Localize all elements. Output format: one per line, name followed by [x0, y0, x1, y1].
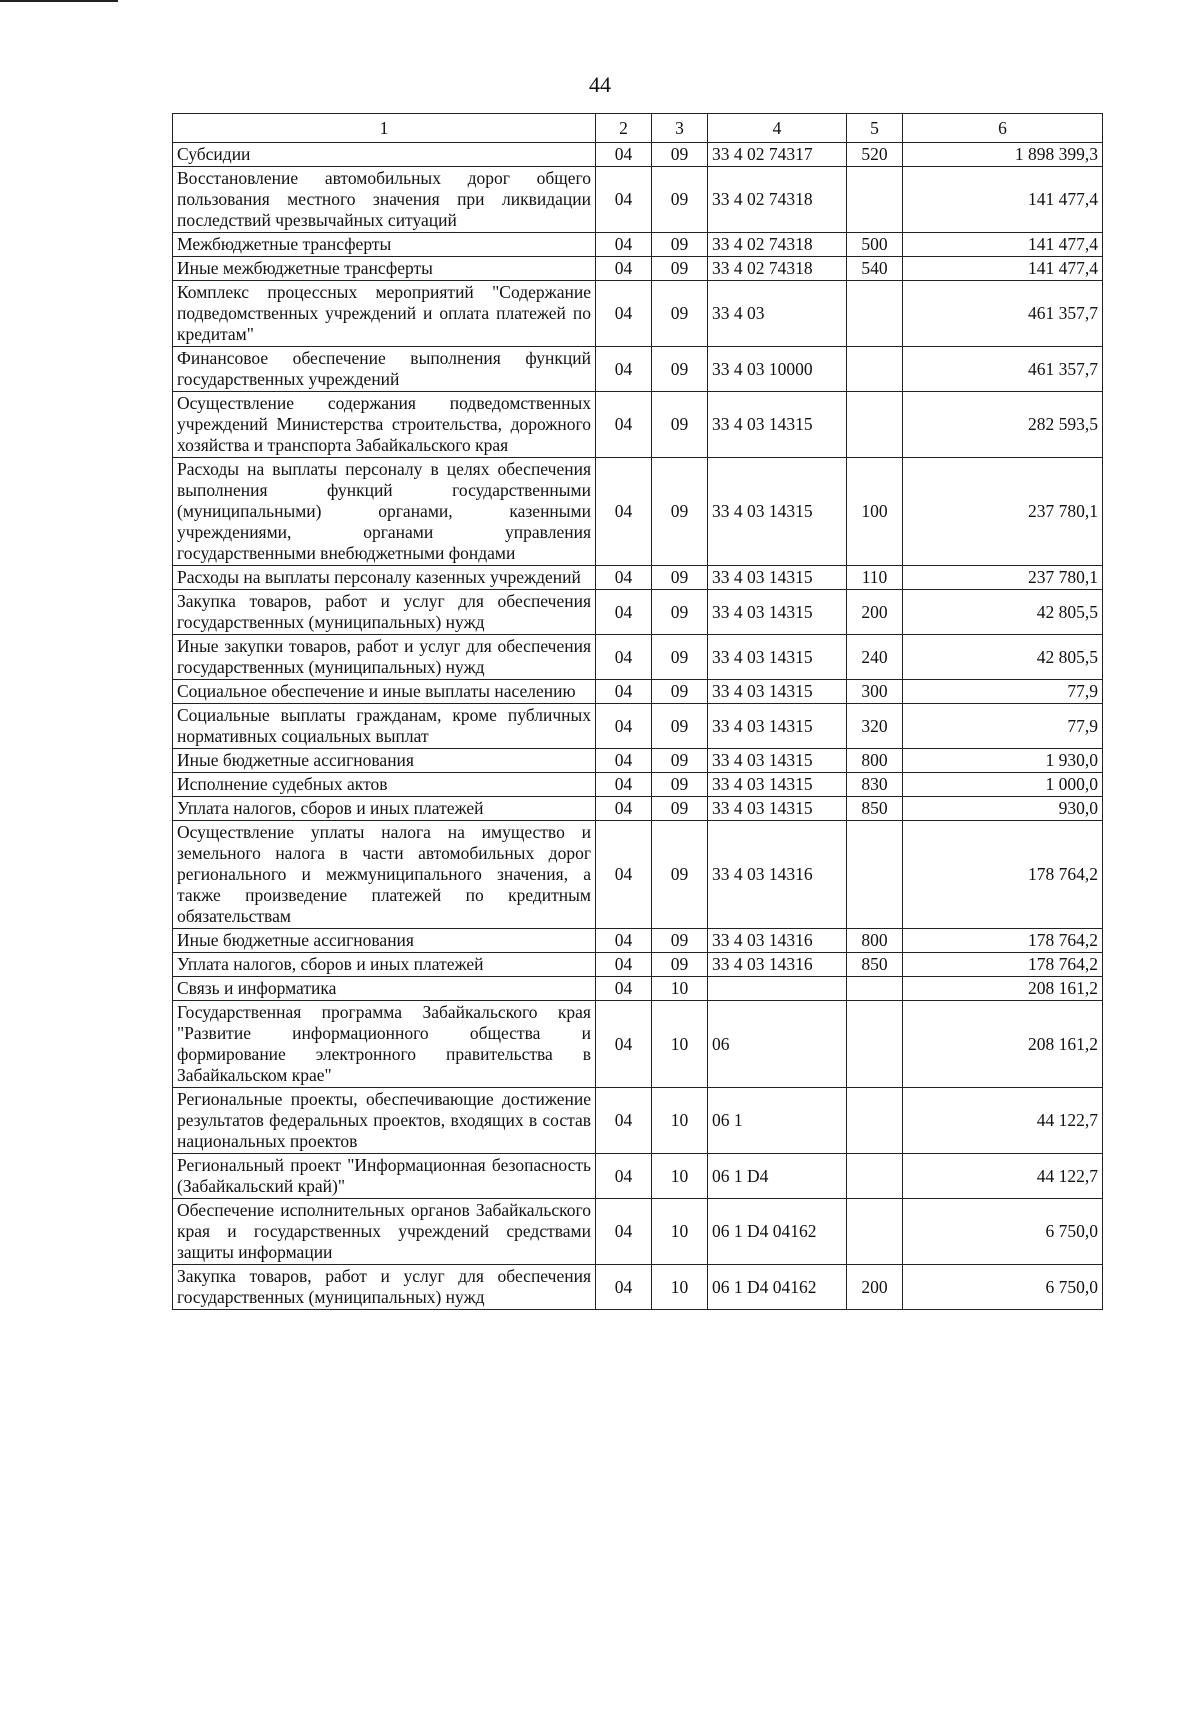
row-amount: 208 161,2: [903, 977, 1103, 1001]
row-expense-type: [847, 1088, 903, 1154]
header-col-4: 4: [708, 114, 847, 143]
row-target-code: 33 4 03: [708, 281, 847, 347]
table-row: [173, 458, 1103, 566]
row-name: Иные бюджетные ассигнования: [173, 749, 596, 773]
row-section: 04: [596, 821, 652, 929]
row-target-code: 33 4 02 74318: [708, 167, 847, 233]
row-section: 04: [596, 281, 652, 347]
row-target-code: 33 4 02 74318: [708, 257, 847, 281]
row-subsection: 09: [652, 590, 708, 635]
row-section: 04: [596, 977, 652, 1001]
row-section: 04: [596, 257, 652, 281]
row-target-code: 33 4 03 14315: [708, 458, 847, 566]
row-name: Иные межбюджетные трансферты: [173, 257, 596, 281]
row-subsection: 09: [652, 257, 708, 281]
table-row: [173, 821, 1103, 929]
row-subsection: 09: [652, 635, 708, 680]
row-section: 04: [596, 1265, 652, 1310]
row-subsection: 09: [652, 566, 708, 590]
row-name: Межбюджетные трансферты: [173, 233, 596, 257]
row-target-code: 06 1 D4: [708, 1154, 847, 1199]
table-row: [173, 1265, 1103, 1310]
row-subsection: 09: [652, 167, 708, 233]
table-row: [173, 281, 1103, 347]
row-amount: 237 780,1: [903, 566, 1103, 590]
row-amount: 461 357,7: [903, 281, 1103, 347]
row-amount: 178 764,2: [903, 821, 1103, 929]
row-name: Связь и информатика: [173, 977, 596, 1001]
row-name: Уплата налогов, сборов и иных платежей: [173, 797, 596, 821]
row-amount: 44 122,7: [903, 1154, 1103, 1199]
row-amount: 1 000,0: [903, 773, 1103, 797]
row-amount: 461 357,7: [903, 347, 1103, 392]
row-amount: 141 477,4: [903, 257, 1103, 281]
row-section: 04: [596, 1088, 652, 1154]
row-name: Региональные проекты, обеспечивающие достижение результатов федеральных проектов, входящих в состав национальных проектов: [173, 1088, 596, 1154]
row-subsection: 09: [652, 704, 708, 749]
row-section: 04: [596, 347, 652, 392]
row-expense-type: 830: [847, 773, 903, 797]
header-col-6: 6: [903, 114, 1103, 143]
row-expense-type: [847, 977, 903, 1001]
row-name: Осуществление уплаты налога на имущество и земельного налога в части автомобильных дорог регионального и межмуниципального значения, а также произведение платежей по кредитным обязательствам: [173, 821, 596, 929]
row-expense-type: 540: [847, 257, 903, 281]
row-section: 04: [596, 143, 652, 167]
row-section: 04: [596, 635, 652, 680]
row-subsection: 09: [652, 233, 708, 257]
row-subsection: 10: [652, 1265, 708, 1310]
header-col-5: 5: [847, 114, 903, 143]
row-name: Уплата налогов, сборов и иных платежей: [173, 953, 596, 977]
header-col-1: 1: [173, 114, 596, 143]
row-target-code: 33 4 03 14315: [708, 704, 847, 749]
row-name: Региональный проект "Информационная безопасность (Забайкальский край)": [173, 1154, 596, 1199]
row-subsection: 09: [652, 773, 708, 797]
table-row: [173, 773, 1103, 797]
row-expense-type: [847, 1199, 903, 1265]
row-expense-type: 800: [847, 749, 903, 773]
row-target-code: 33 4 03 14316: [708, 821, 847, 929]
row-section: 04: [596, 680, 652, 704]
row-amount: 42 805,5: [903, 635, 1103, 680]
row-expense-type: 850: [847, 953, 903, 977]
table-row: [173, 347, 1103, 392]
row-section: 04: [596, 704, 652, 749]
row-subsection: 09: [652, 347, 708, 392]
row-section: 04: [596, 773, 652, 797]
row-amount: 6 750,0: [903, 1265, 1103, 1310]
row-target-code: 33 4 03 14315: [708, 797, 847, 821]
row-name: Государственная программа Забайкальского края "Развитие информационного общества и формирование электронного правительства в Забайкальском крае": [173, 1001, 596, 1088]
row-expense-type: 800: [847, 929, 903, 953]
table-row: [173, 392, 1103, 458]
row-expense-type: [847, 281, 903, 347]
row-name: Иные бюджетные ассигнования: [173, 929, 596, 953]
budget-table: [172, 113, 1103, 1310]
table-row: [173, 953, 1103, 977]
row-subsection: 09: [652, 281, 708, 347]
row-target-code: 06 1 D4 04162: [708, 1265, 847, 1310]
row-target-code: 33 4 03 14315: [708, 392, 847, 458]
row-target-code: 33 4 03 14315: [708, 773, 847, 797]
row-amount: 6 750,0: [903, 1199, 1103, 1265]
row-subsection: 10: [652, 1154, 708, 1199]
row-target-code: 33 4 03 14315: [708, 566, 847, 590]
row-expense-type: 100: [847, 458, 903, 566]
row-amount: 1 898 399,3: [903, 143, 1103, 167]
row-expense-type: [847, 392, 903, 458]
row-name: Финансовое обеспечение выполнения функций государственных учреждений: [173, 347, 596, 392]
page-number: 44: [589, 72, 611, 97]
row-section: 04: [596, 1154, 652, 1199]
row-name: Социальное обеспечение и иные выплаты населению: [173, 680, 596, 704]
table-row: [173, 929, 1103, 953]
row-amount: 1 930,0: [903, 749, 1103, 773]
row-section: 04: [596, 167, 652, 233]
row-subsection: 09: [652, 143, 708, 167]
table-row: [173, 233, 1103, 257]
row-expense-type: 110: [847, 566, 903, 590]
row-section: 04: [596, 458, 652, 566]
row-expense-type: [847, 167, 903, 233]
row-name: Комплекс процессных мероприятий "Содержание подведомственных учреждений и оплата платежей по кредитам": [173, 281, 596, 347]
row-name: Социальные выплаты гражданам, кроме публичных нормативных социальных выплат: [173, 704, 596, 749]
row-target-code: 33 4 03 14315: [708, 635, 847, 680]
row-section: 04: [596, 1001, 652, 1088]
row-name: Осуществление содержания подведомственных учреждений Министерства строительства, дорожного хозяйства и транспорта Забайкальского края: [173, 392, 596, 458]
row-section: 04: [596, 1199, 652, 1265]
table-row: [173, 1088, 1103, 1154]
row-expense-type: 520: [847, 143, 903, 167]
row-expense-type: 320: [847, 704, 903, 749]
table-row: [173, 167, 1103, 233]
row-section: 04: [596, 392, 652, 458]
header-col-2: 2: [596, 114, 652, 143]
row-name: Исполнение судебных актов: [173, 773, 596, 797]
row-subsection: 09: [652, 680, 708, 704]
row-expense-type: [847, 821, 903, 929]
row-section: 04: [596, 929, 652, 953]
row-target-code: 33 4 03 14316: [708, 953, 847, 977]
table-row: [173, 590, 1103, 635]
row-expense-type: [847, 1001, 903, 1088]
row-expense-type: [847, 347, 903, 392]
row-target-code: 33 4 03 14315: [708, 749, 847, 773]
row-amount: 282 593,5: [903, 392, 1103, 458]
row-target-code: 33 4 03 14316: [708, 929, 847, 953]
header-col-3: 3: [652, 114, 708, 143]
row-name: Субсидии: [173, 143, 596, 167]
row-section: 04: [596, 749, 652, 773]
row-subsection: 09: [652, 953, 708, 977]
row-amount: 237 780,1: [903, 458, 1103, 566]
row-subsection: 10: [652, 1001, 708, 1088]
row-name: Закупка товаров, работ и услуг для обеспечения государственных (муниципальных) нужд: [173, 1265, 596, 1310]
table-row: [173, 977, 1103, 1001]
row-amount: 141 477,4: [903, 167, 1103, 233]
row-subsection: 10: [652, 1199, 708, 1265]
table-row: [173, 566, 1103, 590]
table-row: [173, 680, 1103, 704]
row-amount: 178 764,2: [903, 929, 1103, 953]
row-amount: 42 805,5: [903, 590, 1103, 635]
row-subsection: 09: [652, 821, 708, 929]
row-target-code: 33 4 03 14315: [708, 680, 847, 704]
corner-rule: [0, 0, 118, 2]
row-name: Расходы на выплаты персоналу казенных учреждений: [173, 566, 596, 590]
table-row: [173, 1001, 1103, 1088]
row-expense-type: 240: [847, 635, 903, 680]
row-section: 04: [596, 590, 652, 635]
row-subsection: 10: [652, 1088, 708, 1154]
row-section: 04: [596, 953, 652, 977]
row-amount: 208 161,2: [903, 1001, 1103, 1088]
row-subsection: 09: [652, 458, 708, 566]
row-subsection: 09: [652, 749, 708, 773]
row-subsection: 09: [652, 797, 708, 821]
table-row: [173, 749, 1103, 773]
row-target-code: 33 4 02 74317: [708, 143, 847, 167]
row-expense-type: 850: [847, 797, 903, 821]
table-row: [173, 257, 1103, 281]
table-row: [173, 704, 1103, 749]
row-section: 04: [596, 797, 652, 821]
table-row: [173, 797, 1103, 821]
row-expense-type: [847, 1154, 903, 1199]
row-section: 04: [596, 233, 652, 257]
row-name: Расходы на выплаты персоналу в целях обеспечения выполнения функций государственными (муниципальными) органами, казенными учреждениями, органами управления государственными внебюджетными фондами: [173, 458, 596, 566]
row-expense-type: 200: [847, 1265, 903, 1310]
row-subsection: 09: [652, 392, 708, 458]
table-row: [173, 635, 1103, 680]
row-target-code: 33 4 03 14315: [708, 590, 847, 635]
row-expense-type: 500: [847, 233, 903, 257]
row-expense-type: 200: [847, 590, 903, 635]
row-target-code: [708, 977, 847, 1001]
row-amount: 77,9: [903, 704, 1103, 749]
row-target-code: 06 1 D4 04162: [708, 1199, 847, 1265]
row-amount: 77,9: [903, 680, 1103, 704]
table-row: [173, 1199, 1103, 1265]
row-expense-type: 300: [847, 680, 903, 704]
table-body: [173, 143, 1103, 1310]
row-amount: 178 764,2: [903, 953, 1103, 977]
row-name: Закупка товаров, работ и услуг для обеспечения государственных (муниципальных) нужд: [173, 590, 596, 635]
row-target-code: 06: [708, 1001, 847, 1088]
row-section: 04: [596, 566, 652, 590]
row-name: Обеспечение исполнительных органов Забайкальского края и государственных учреждений средствами защиты информации: [173, 1199, 596, 1265]
row-target-code: 06 1: [708, 1088, 847, 1154]
row-subsection: 10: [652, 977, 708, 1001]
row-amount: 141 477,4: [903, 233, 1103, 257]
row-target-code: 33 4 02 74318: [708, 233, 847, 257]
row-name: Иные закупки товаров, работ и услуг для обеспечения государственных (муниципальных) нужд: [173, 635, 596, 680]
row-amount: 44 122,7: [903, 1088, 1103, 1154]
row-subsection: 09: [652, 929, 708, 953]
row-target-code: 33 4 03 10000: [708, 347, 847, 392]
table-row: [173, 1154, 1103, 1199]
row-amount: 930,0: [903, 797, 1103, 821]
header-row: [173, 114, 1103, 143]
row-name: Восстановление автомобильных дорог общего пользования местного значения при ликвидации последствий чрезвычайных ситуаций: [173, 167, 596, 233]
table-row: [173, 143, 1103, 167]
